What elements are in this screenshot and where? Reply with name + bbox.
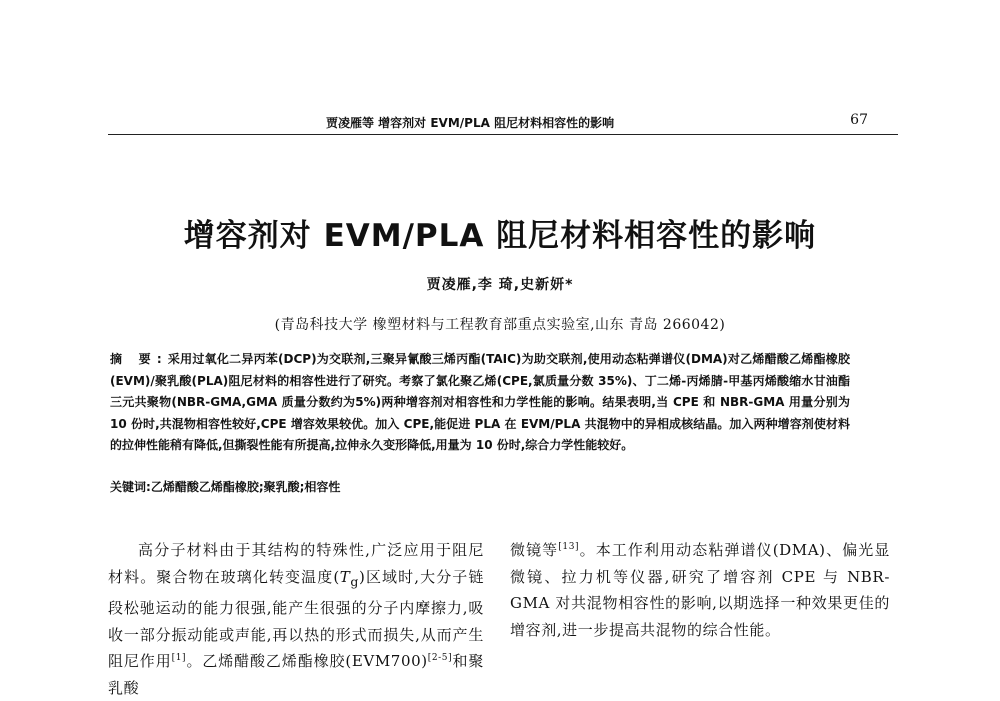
intro-text-4: 和聚乳酸 (108, 652, 485, 697)
keywords-label: 关键词: (110, 480, 151, 494)
citation-2-5: [2-5] (427, 653, 453, 663)
affiliation: (青岛科技大学 橡塑材料与工程教育部重点实验室,山东 青岛 266042) (274, 317, 726, 333)
body-column-left (108, 537, 484, 701)
keywords (110, 477, 850, 498)
page-number: 67 (850, 112, 868, 128)
author-list: 贾凌雁,李 琦,史新妍* (426, 277, 574, 293)
keywords-text: 乙烯醋酸乙烯酯橡胶;聚乳酸;相容性 (150, 480, 341, 494)
intro-text-2: )区域时,大分子链段松驰运动的能力很强,能产生很强的分子内摩擦力,吸收一部分振动能或声能,再以热的形式而损失,从而产生阻尼作用 (108, 567, 484, 670)
citation-13: [13] (558, 542, 580, 552)
running-header (108, 112, 898, 135)
abstract-label: 摘 要: (110, 352, 168, 366)
citation-1: [1] (171, 653, 187, 663)
body-column-right (510, 537, 890, 643)
paper-title: 增容剂对 EVM/PLA 阻尼材料相容性的影响 (183, 218, 817, 254)
tg-symbol: T (339, 567, 351, 586)
right-text-1: 微镜等 (510, 541, 559, 559)
running-header-text: 贾凌雁等 增容剂对 EVM/PLA 阻尼材料相容性的影响 (326, 116, 615, 130)
abstract-text: 采用过氧化二异丙苯(DCP)为交联剂,三聚异氰酸三烯丙酯(TAIC)为助交联剂,使用动态粘弹谱仪(DMA)对乙烯醋酸乙烯酯橡胶(EVM)/聚乳酸(PLA)阻尼材料的相容性进行了研究。考察了氯化聚乙烯(CPE,氯质量分数 35%)、丁二烯-丙烯腈-甲基丙烯酸缩水甘油酯三元共聚物(NBR-GMA,GMA 质量分数约为5%)两种增容剂对相容性和力学性能的影响。结果表明,当 CPE 和 NBR-GMA 用量分别为 10 份时,共混物相容性较好,CPE 增容效果较优。加入 CPE,能促进 PLA 在 EVM/PLA 共混物中的异相成核结晶。加入两种增容剂使材料的拉伸性能稍有降低,但撕裂性能有所提高,拉伸永久变形降低,用量为 10 份时,综合力学性能较好。 (110, 352, 850, 452)
right-paragraph (510, 537, 890, 643)
right-text-2: 。本工作利用动态粘弹谱仪(DMA)、偏光显微镜、拉力机等仪器,研究了增容剂 CPE 与 NBR-GMA 对共混物相容性的影响,以期选择一种效果更佳的增容剂,进一步提高共混物的综合性能。 (510, 541, 890, 639)
intro-text-3: 。乙烯醋酸乙烯酯橡胶(EVM700) (186, 652, 428, 670)
abstract (110, 349, 850, 457)
intro-paragraph (108, 537, 484, 701)
tg-subscript: g (350, 573, 360, 589)
intro-text-1: 高分子材料由于其结构的特殊性,广泛应用于阻尼材料。聚合物在玻璃化转变温度( (108, 541, 484, 586)
